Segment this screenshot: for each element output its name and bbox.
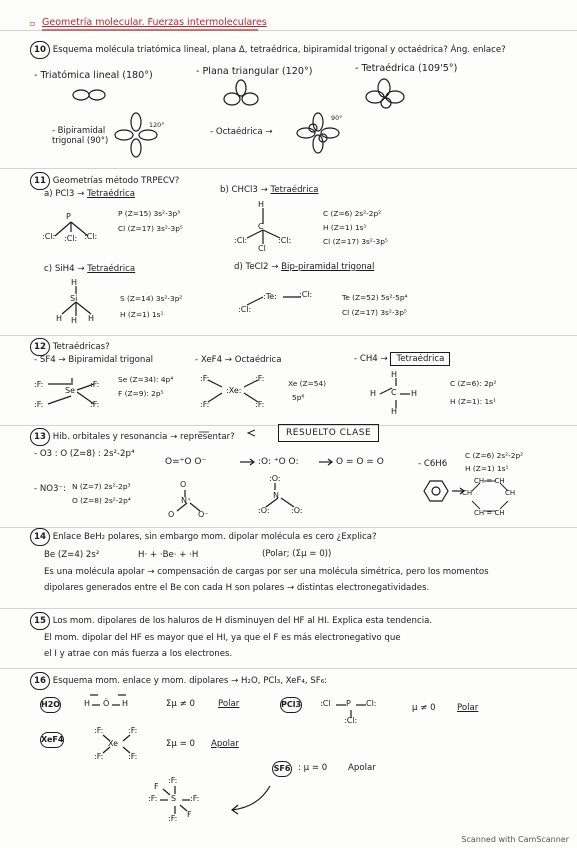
benzene-ch: CH = CH	[474, 477, 505, 485]
config-line: Te (Z=52) 5s²-5p⁴	[342, 293, 408, 302]
arrow: →	[260, 185, 268, 195]
atom-cl: Cl:	[366, 699, 377, 708]
sf6-result: Apolar	[348, 763, 376, 773]
question-text: Enlace BeH₂ polares, sin embargo mom. dipolar molécula es cero ¿Explica?	[52, 532, 377, 542]
config-line: 5p⁶	[292, 393, 305, 402]
octahedral-orbital-icon	[297, 113, 339, 153]
part-label: d)	[234, 262, 243, 272]
question-text: Geometrías método TRPECV?	[52, 176, 180, 186]
atom-f: :F:	[190, 794, 200, 803]
question-number: 10	[30, 41, 50, 59]
o3-form-3: O = O = O	[336, 457, 384, 467]
question-number: 14	[30, 528, 50, 546]
atom-h: H	[258, 200, 265, 209]
atom-p: P	[66, 212, 71, 221]
atom-s: S	[171, 794, 177, 803]
arrow: →	[271, 262, 279, 272]
molecule-tag: XeF4	[40, 732, 64, 748]
atom-c: C	[258, 222, 264, 231]
resuelto-stamp: RESUELTO CLASE	[278, 424, 379, 442]
config-line: C (Z=6) 2s²-2p²	[465, 451, 524, 460]
atom-n: N⁺	[181, 496, 192, 505]
question-number: 13	[30, 428, 50, 446]
atom-o: O	[168, 510, 175, 519]
benzene-ch: CH	[462, 489, 473, 497]
atom-h: H	[391, 407, 398, 416]
c6h6-label: - C6H6	[418, 459, 448, 469]
atom-h: H	[88, 314, 95, 323]
question-text: Tetraédricas?	[52, 342, 110, 352]
formula: TeCl2	[245, 262, 269, 272]
explanation-line: Es una molécula apolar → compensación de cargas por ser una molécula simétrica, pero los momentos	[44, 567, 489, 577]
atom-h: H	[391, 370, 398, 379]
config-line: Se (Z=34): 4p⁴	[118, 375, 174, 384]
atom-cl: :Cl:	[299, 290, 313, 299]
part-label: b)	[220, 185, 229, 195]
page-title: Geometría molecular. Fuerzas intermoleculares	[42, 17, 267, 28]
explanation-line: El mom. dipolar del HF es mayor que el HI, ya que el F es más electronegativo que	[44, 633, 401, 643]
o3-config: - O3 : O (Z=8) : 2s²-2p⁴	[34, 449, 135, 459]
atom-cl: :Cl	[320, 699, 331, 708]
atom-h: H	[370, 389, 377, 398]
config-line: Cl (Z=17) 3s²-3p⁵	[118, 224, 183, 233]
config-line: F (Z=9): 2p⁵	[118, 389, 164, 398]
atom-cl: :Cl:	[64, 234, 78, 243]
config-line: S (Z=14) 3s²-3p²	[120, 294, 183, 303]
tetrahedral-orbital-icon	[366, 79, 404, 108]
question-number: 15	[30, 612, 50, 630]
atom-h: H	[411, 389, 418, 398]
question-text: Los mom. dipolares de los haluros de H disminuyen del HF al HI. Explica esta tendencia.	[52, 616, 433, 626]
beh2-formula: H· + ·Be· + ·H	[138, 550, 199, 560]
be-config: Be (Z=4) 2s²	[44, 550, 100, 560]
geometry: Tetraédrica	[87, 189, 135, 199]
atom-o: O⁻	[198, 510, 209, 519]
atom-h: H	[122, 699, 129, 708]
atom-se: Se	[65, 386, 75, 395]
item-linear: - Triatómica lineal (180°)	[34, 70, 153, 81]
sf4-heading: - SF4 → Bipiramidal trigonal	[34, 355, 153, 365]
question-text: Hib. orbitales y resonancia → representar?	[52, 432, 235, 442]
no3-label: - NO3⁻:	[34, 484, 66, 494]
molecule-tag: SF6	[272, 761, 292, 777]
atom-te: :Te:	[263, 292, 277, 301]
atom-f: :F:	[255, 374, 265, 383]
atom-f: :F:	[34, 400, 44, 409]
item-octa: - Octaédrica →	[210, 127, 273, 137]
sf6-eq: : μ = 0	[298, 763, 328, 773]
item-tetra: - Tetraédrica (109'5°)	[355, 63, 458, 74]
atom-o: :O:	[258, 506, 270, 515]
atom-f: :F:	[94, 752, 104, 761]
atom-cl: :Cl:	[42, 232, 56, 241]
config-line: Cl (Z=17) 3s²-3p⁵	[342, 308, 407, 317]
config-line: O (Z=8) 2s²-2p⁴	[72, 496, 131, 505]
linear-orbital-icon	[73, 90, 105, 100]
config-line: N (Z=7) 2s²-2p³	[72, 482, 131, 491]
config-line: C (Z=6): 2p²	[450, 379, 497, 388]
question-number: 11	[30, 172, 50, 190]
formula: CHCl3	[231, 185, 258, 195]
explanation-line: el I y atrae con más fuerza a los electrones.	[44, 649, 233, 659]
formula: PCl3	[55, 189, 75, 199]
atom-f: :F:	[90, 400, 100, 409]
atom-cl: :Cl:	[234, 236, 248, 245]
question-number: 12	[30, 338, 50, 356]
angle-label: 90°	[331, 114, 343, 122]
o3-form-1: O=⁺O O⁻	[165, 457, 207, 467]
atom-f: :F:	[200, 400, 210, 409]
benzene-ring-icon	[424, 481, 464, 501]
atom-c: C	[391, 388, 397, 397]
config-line: P (Z=15) 3s²-3p³	[118, 209, 181, 218]
atom-f: F	[187, 810, 192, 819]
bullet-dot: ▫	[30, 19, 36, 28]
benzene-ch: CH = CH	[474, 509, 505, 517]
atom-o: Ö	[103, 699, 110, 708]
trigonal-orbital-icon	[224, 80, 258, 105]
arrow: →	[77, 189, 85, 199]
h2o-eq: Σμ ≠ 0	[166, 699, 196, 709]
atom-o: O	[180, 480, 187, 489]
part-label: a)	[44, 189, 53, 199]
sf6-dipole-structure	[160, 786, 270, 814]
part-label: c)	[44, 264, 53, 274]
bipyramidal-orbital-icon	[115, 113, 157, 157]
atom-f: :F:	[94, 726, 104, 735]
atom-si: Si	[70, 294, 78, 303]
explanation-line: dipolares generados entre el Be con cada H son polares → distintas electronegatividades.	[44, 583, 430, 593]
boxed-answer: Tetraédrica	[390, 352, 450, 366]
atom-xe: Xe	[108, 739, 119, 748]
config-line: H (Z=1): 1s¹	[450, 397, 496, 406]
atom-h: H	[84, 699, 91, 708]
angle-label: 120°	[149, 121, 165, 129]
geometry: Tetraédrica	[270, 185, 319, 195]
atom-n: N	[273, 491, 279, 500]
atom-xe: :Xe:	[226, 386, 242, 395]
molecule-tag: H2O	[40, 697, 61, 713]
xef4-heading: - XeF4 → Octaédrica	[195, 355, 282, 365]
ch4-label: - CH4 →	[354, 354, 388, 364]
atom-f: :F:	[200, 374, 210, 383]
formula: SiH4	[54, 264, 75, 274]
pcl3-result: Polar	[457, 703, 479, 713]
atom-cl: :Cl:	[278, 236, 292, 245]
atom-cl: :Cl:	[84, 232, 98, 241]
atom-f: :F:	[128, 726, 138, 735]
geometry: Bip-piramidal trigonal	[281, 262, 375, 272]
atom-o: :O:	[291, 506, 303, 515]
atom-f: :F:	[168, 776, 178, 785]
beh2-result: (Polar; (Σμ = 0))	[262, 549, 332, 559]
item-planar: - Plana triangular (120°)	[196, 66, 313, 77]
question-number: 16	[30, 672, 50, 690]
atom-cl: :Cl:	[344, 716, 358, 725]
atom-f: :F:	[168, 814, 178, 823]
molecule-tag: PCl3	[280, 697, 302, 713]
config-line: Cl (Z=17) 3s²-3p⁵	[323, 237, 388, 246]
atom-f: :F:	[128, 752, 138, 761]
scanner-watermark: Scanned with CamScanner	[461, 835, 569, 844]
benzene-ch: CH	[505, 489, 516, 497]
config-line: H (Z=1) 1s¹	[120, 310, 164, 319]
atom-f: :F:	[90, 380, 100, 389]
atom-f: :F:	[148, 794, 158, 803]
arrow: →	[77, 264, 85, 274]
item-bipy: - Bipiramidal trigonal (90°)	[52, 125, 109, 145]
question-text: Esquema mom. enlace y mom. dipolares → H₂O, PCl₃, XeF₄, SF₆:	[52, 676, 328, 686]
xef4-eq: Σμ = 0	[166, 739, 196, 749]
xef4-result: Apolar	[211, 739, 239, 749]
atom-h: H	[56, 314, 63, 323]
atom-cl: :Cl:	[238, 305, 252, 314]
o3-form-2: :O: ⁺O O:	[258, 457, 299, 467]
config-line: H (Z=1) 1s¹	[323, 223, 367, 232]
atom-f: :F:	[34, 380, 44, 389]
atom-f: F	[154, 782, 159, 791]
h2o-result: Polar	[218, 699, 240, 709]
atom-cl: Cl	[258, 244, 266, 253]
atom-h: H	[71, 316, 78, 325]
pcl3-eq: μ ≠ 0	[412, 703, 436, 713]
geometry: Tetraédrica	[87, 264, 136, 274]
atom-h: H	[71, 278, 78, 287]
atom-o: :O:	[269, 474, 281, 483]
atom-p: P	[346, 699, 351, 708]
config-line: C (Z=6) 2s²-2p²	[323, 209, 382, 218]
atom-f: :F:	[255, 400, 265, 409]
config-line: Xe (Z=54)	[288, 379, 327, 388]
question-text: Esquema molécula triatómica lineal, plana Δ, tetraédrica, bipiramidal trigonal y octaédrica? Áng. enlace?	[52, 45, 506, 55]
config-line: H (Z=1) 1s¹	[465, 464, 509, 473]
